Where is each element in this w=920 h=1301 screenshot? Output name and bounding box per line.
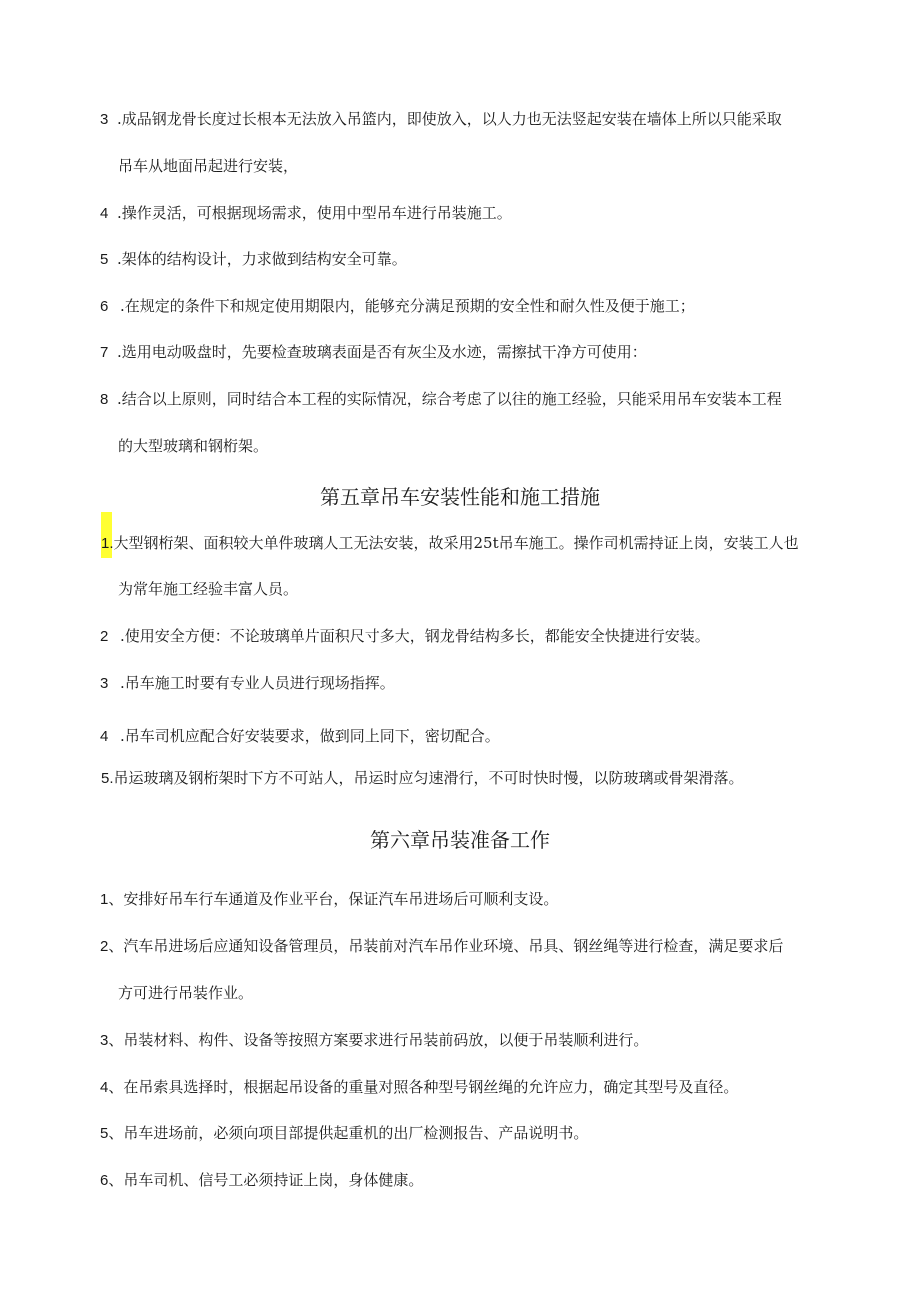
item-number: 5. xyxy=(101,770,114,787)
item-text: .操作灵活，可根据现场需求，使用中型吊车进行吊装施工。 xyxy=(117,204,512,222)
list-item xyxy=(101,768,744,789)
item-text: .架体的结构设计，力求做到结构安全可靠。 xyxy=(117,250,407,268)
list-item-continuation: 为常年施工经验丰富人员。 xyxy=(118,580,299,598)
list-item xyxy=(100,1170,423,1191)
list-item xyxy=(100,1077,738,1098)
item-number: 4 xyxy=(100,205,109,222)
item-text: .吊车施工时要有专业人员进行现场指挥。 xyxy=(120,674,395,692)
item-number: 8 xyxy=(100,391,109,408)
item-number: 2、 xyxy=(100,938,124,955)
item-text: .使用安全方便：不论玻璃单片面积尺寸多大，钢龙骨结构多长，都能安全快捷进行安装。 xyxy=(120,627,710,645)
chapter-title: 第六章吊装准备工作 xyxy=(370,828,550,852)
item-number: 6、 xyxy=(100,1172,124,1189)
item-text: 吊车进场前，必须向项目部提供起重机的出厂检测报告、产品说明书。 xyxy=(123,1124,589,1142)
list-item xyxy=(100,936,783,957)
item-text: .选用电动吸盘时，先要检查玻璃表面是否有灰尘及水迹，需擦拭干净方可使用： xyxy=(117,343,647,361)
item-text: 吊装材料、构件、设备等按照方案要求进行吊装前码放，以便于吊装顺利进行。 xyxy=(123,1031,649,1049)
item-number: 4、 xyxy=(100,1079,124,1096)
item-number: 2 xyxy=(100,628,109,645)
item-number: 1. xyxy=(101,535,114,552)
item-number: 3、 xyxy=(100,1032,124,1049)
list-item-continuation: 的大型玻璃和钢桁架。 xyxy=(118,437,269,455)
list-item xyxy=(100,889,558,910)
list-item xyxy=(100,109,782,130)
list-item xyxy=(100,726,500,747)
chapter-title: 第五章吊车安装性能和施工措施 xyxy=(320,485,600,509)
item-text: 汽车吊进场后应通知设备管理员，吊装前对汽车吊作业环境、吊具、钢丝绳等进行检查，满足要求后 xyxy=(123,937,784,955)
list-item xyxy=(100,296,695,317)
item-text: 大型钢桁架、面积较大单件玻璃人工无法安装，故采用25t吊车施工。操作司机需持证上岗，安装工人也 xyxy=(113,534,799,552)
list-item xyxy=(100,342,647,363)
item-number: 5 xyxy=(100,251,109,268)
item-text: .结合以上原则，同时结合本工程的实际情况，综合考虑了以往的施工经验，只能采用吊车安装本工程 xyxy=(117,390,782,408)
item-number: 5、 xyxy=(100,1125,124,1142)
list-item-continuation: 吊车从地面吊起进行安装， xyxy=(118,157,299,175)
item-text: 在吊索具选择时，根据起吊设备的重量对照各种型号钢丝绳的允许应力，确定其型号及直径。 xyxy=(123,1078,739,1096)
list-item xyxy=(100,203,512,224)
list-item xyxy=(100,1030,648,1051)
list-item xyxy=(101,533,799,554)
item-text: 吊车司机、信号工必须持证上岗，身体健康。 xyxy=(123,1171,424,1189)
item-number: 1、 xyxy=(100,891,124,908)
item-number: 6 xyxy=(100,298,109,315)
item-number: 3 xyxy=(100,111,109,128)
item-text: 安排好吊车行车通道及作业平台，保证汽车吊进场后可顺利支设。 xyxy=(123,890,559,908)
item-text: .吊车司机应配合好安装要求，做到同上同下，密切配合。 xyxy=(120,727,500,745)
item-text: .成品钢龙骨长度过长根本无法放入吊篮内，即使放入，以人力也无法竖起安装在墙体上所以只能采取 xyxy=(117,110,782,128)
list-item-continuation: 方可进行吊装作业。 xyxy=(118,984,254,1002)
list-item xyxy=(100,1123,588,1144)
item-text: .在规定的条件下和规定使用期限内，能够充分满足预期的安全性和耐久性及便于施工； xyxy=(120,297,695,315)
list-item xyxy=(100,673,395,694)
list-item xyxy=(100,389,782,410)
item-number: 3 xyxy=(100,675,109,692)
item-number: 4 xyxy=(100,728,109,745)
list-item xyxy=(100,249,407,270)
list-item xyxy=(100,626,710,647)
item-text: 吊运玻璃及钢桁架时下方不可站人，吊运时应匀速滑行，不可时快时慢，以防玻璃或骨架滑落。 xyxy=(113,769,744,787)
item-number: 7 xyxy=(100,344,109,361)
